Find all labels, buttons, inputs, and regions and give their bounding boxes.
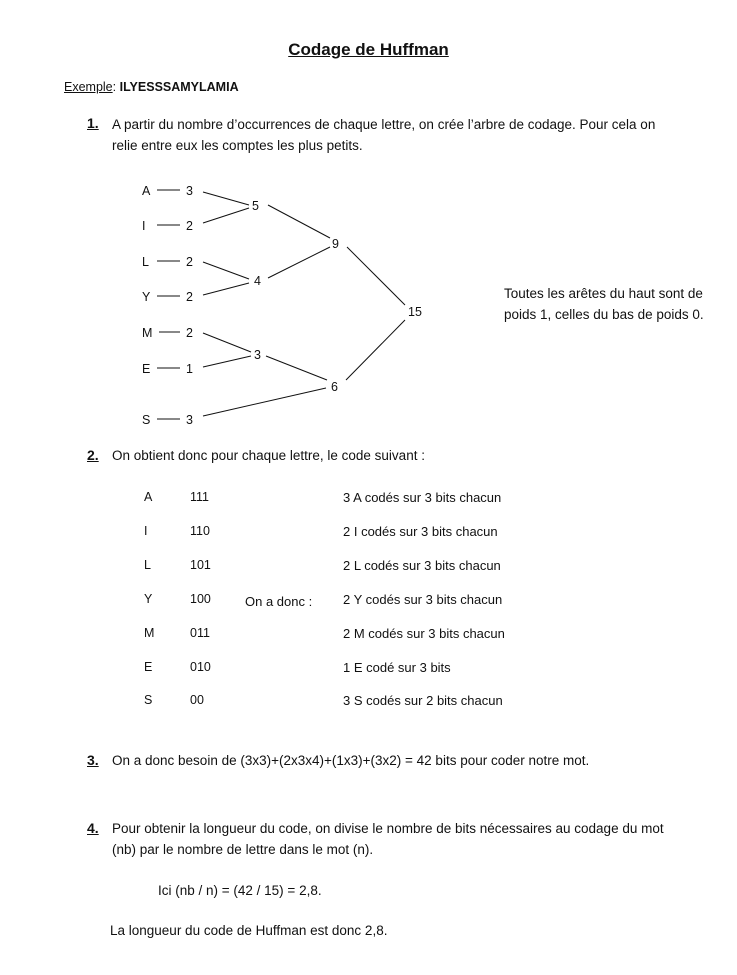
tree-node-6: 6: [331, 380, 338, 394]
code-letter: Y: [144, 592, 153, 606]
code-value: 110: [190, 524, 210, 538]
leaf-count: 3: [186, 184, 193, 198]
page-title: Codage de Huffman: [288, 40, 449, 59]
step-4-text: [112, 818, 664, 860]
step-1-number: 1.: [87, 115, 99, 131]
leaf-count: 3: [186, 413, 193, 427]
step-2-text: On obtient donc pour chaque lettre, le code suivant :: [112, 448, 425, 463]
leaf-letter: I: [142, 219, 146, 233]
code-value: 100: [190, 592, 211, 606]
code-description: 2 I codés sur 3 bits chacun: [343, 524, 498, 539]
code-description: 3 A codés sur 3 bits chacun: [343, 490, 502, 505]
tree-leaf-l: [142, 255, 193, 269]
example-word: ILYESSSAMYLAMIA: [119, 80, 239, 94]
conclusion-line: La longueur du code de Huffman est donc 2,8.: [110, 923, 388, 938]
tree-leaf-e: [142, 362, 193, 376]
code-letter: I: [144, 524, 148, 538]
tree-edge: [268, 205, 330, 238]
code-description: 1 E codé sur 3 bits: [343, 660, 451, 675]
formula-line: Ici (nb / n) = (42 / 15) = 2,8.: [158, 883, 322, 898]
code-letter: E: [144, 660, 153, 674]
leaf-count: 2: [186, 219, 193, 233]
tree-edge: [268, 247, 330, 278]
code-value: 011: [190, 626, 210, 640]
tree-leaf-m: [142, 326, 193, 340]
leaf-letter: Y: [142, 290, 151, 304]
tree-leaf-a: [142, 184, 193, 198]
leaf-letter: L: [142, 255, 149, 269]
tree-edge: [203, 208, 249, 223]
code-value: 010: [190, 660, 211, 674]
step-3-text: On a donc besoin de (3x3)+(2x3x4)+(1x3)+(3x2) = 42 bits pour coder notre mot.: [112, 753, 590, 768]
tree-edge: [203, 356, 251, 367]
leaf-letter: M: [142, 326, 153, 340]
leaf-count: 1: [186, 362, 193, 376]
tree-edge: [346, 320, 405, 380]
example-separator: :: [112, 80, 120, 94]
huffman-tree: [0, 0, 737, 440]
tree-leaf-i: [142, 219, 193, 233]
code-value: 111: [190, 490, 210, 504]
code-description: 3 S codés sur 2 bits chacun: [343, 693, 503, 708]
code-letter: S: [144, 693, 153, 707]
step-3-number: 3.: [87, 752, 99, 768]
tree-node-9: 9: [332, 237, 339, 251]
step-1-line-1: A partir du nombre d’occurrences de chaque lettre, on crée l’arbre de codage. Pour cela on: [112, 117, 656, 132]
leaf-letter: E: [142, 362, 151, 376]
on-a-donc-label: On a donc :: [245, 594, 313, 609]
step-4-line-1: Pour obtenir la longueur du code, on divise le nombre de bits nécessaires au codage du mot: [112, 821, 664, 836]
tree-edge: [203, 388, 326, 416]
tree-edge: [203, 192, 249, 205]
leaf-letter: S: [142, 413, 151, 427]
code-description: 2 M codés sur 3 bits chacun: [343, 626, 505, 641]
code-letter: A: [144, 490, 153, 504]
code-description: 2 Y codés sur 3 bits chacun: [343, 592, 503, 607]
code-value: 101: [190, 558, 211, 572]
tree-note-line-1: Toutes les arêtes du haut sont de: [504, 286, 703, 301]
leaf-count: 2: [186, 255, 193, 269]
leaf-count: 2: [186, 290, 193, 304]
step-4-number: 4.: [87, 820, 99, 836]
tree-node-3: 3: [254, 348, 261, 362]
code-value: 00: [190, 693, 204, 707]
tree-leaf-s: [142, 413, 193, 427]
tree-edge: [266, 356, 327, 380]
tree-leaf-y: [142, 290, 193, 304]
tree-node-15: 15: [408, 305, 422, 319]
tree-note: [504, 283, 704, 325]
tree-edge: [203, 283, 249, 295]
tree-edge: [203, 333, 251, 352]
leaf-letter: A: [142, 184, 151, 198]
code-letter: M: [144, 626, 155, 640]
step-1-line-2: relie entre eux les comptes les plus petits.: [112, 138, 363, 153]
example-label: Exemple: [64, 80, 113, 94]
tree-edge: [347, 247, 405, 305]
tree-edge: [203, 262, 249, 279]
code-description: 2 L codés sur 3 bits chacun: [343, 558, 501, 573]
tree-note-line-2: poids 1, celles du bas de poids 0.: [504, 307, 704, 322]
leaf-count: 2: [186, 326, 193, 340]
step-4-line-2: (nb) par le nombre de lettre dans le mot (n).: [112, 842, 374, 857]
tree-node-5: 5: [252, 199, 259, 213]
code-letter: L: [144, 558, 151, 572]
tree-node-4: 4: [254, 274, 261, 288]
step-2-number: 2.: [87, 447, 99, 463]
